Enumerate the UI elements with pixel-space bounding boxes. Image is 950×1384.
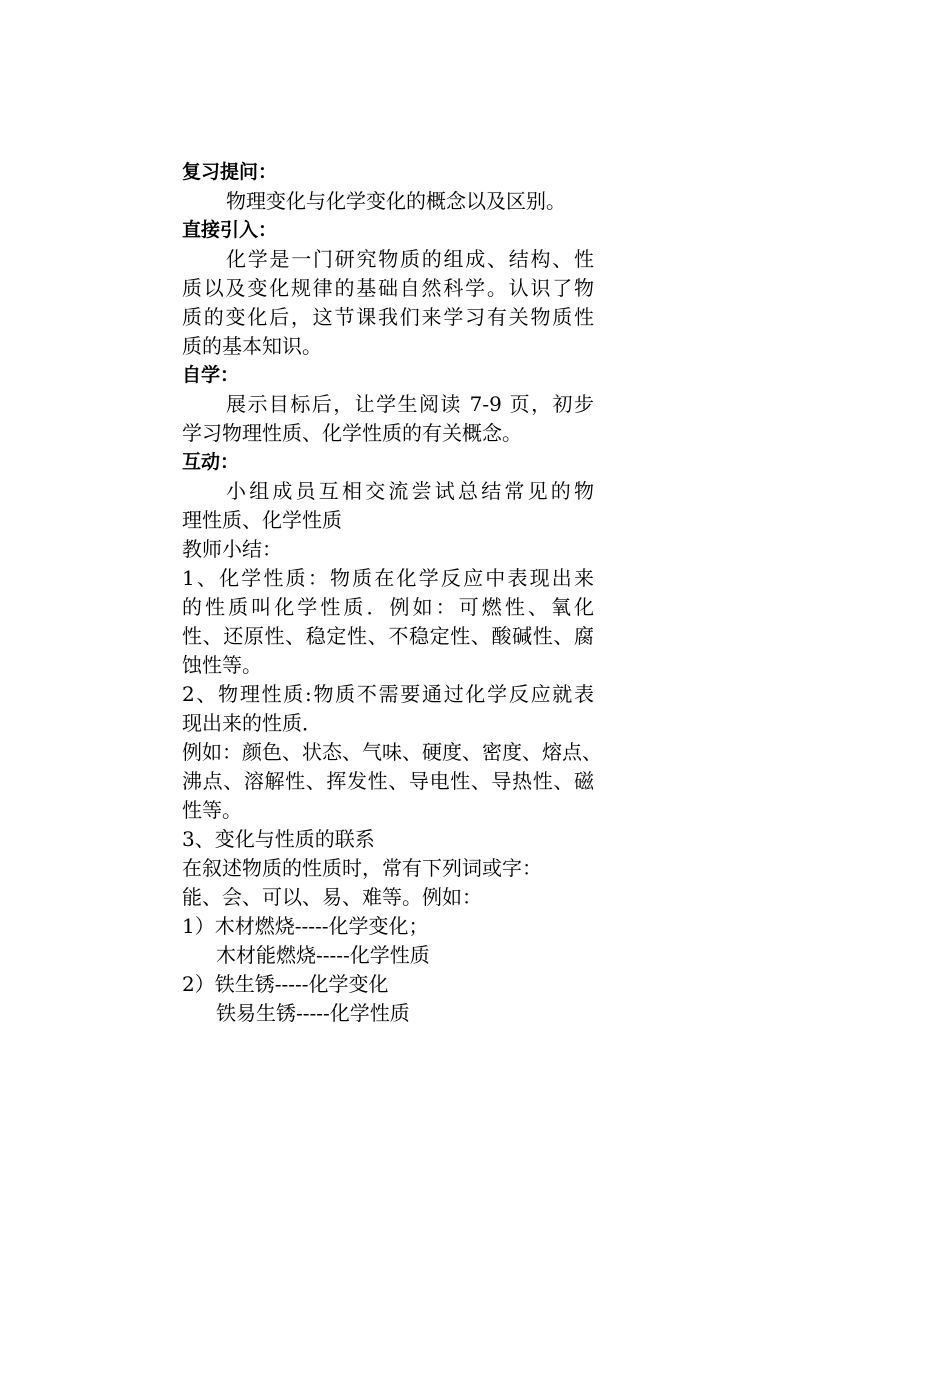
interaction-heading: 互动： xyxy=(182,451,240,473)
example-item: 2）铁生锈-----化学变化 xyxy=(182,972,389,996)
intro-line: 质的基本知识。 xyxy=(182,334,322,358)
physical-example-line: 沸点、溶解性、挥发性、导电性、导热性、磁 xyxy=(182,769,594,793)
relation-line: 3、变化与性质的联系 xyxy=(182,827,375,851)
intro-heading: 直接引入： xyxy=(182,219,278,241)
physical-example-line: 例如：颜色、状态、气味、硬度、密度、熔点、 xyxy=(182,740,602,764)
document-page xyxy=(182,158,602,1028)
physical-property-line: 2、物理性质:物质不需要通过化学反应就表 xyxy=(182,682,594,706)
relation-line: 在叙述物质的性质时，常有下列词或字： xyxy=(182,856,542,880)
physical-property-line: 现出来的性质． xyxy=(182,711,322,735)
example-item: 铁易生锈-----化学性质 xyxy=(216,1001,410,1025)
chemical-property-line: 的性质叫化学性质．例如：可燃性、氧化 xyxy=(182,595,594,619)
selfstudy-heading: 自学： xyxy=(182,364,240,386)
example-item: 木材能燃烧-----化学性质 xyxy=(216,943,430,967)
interaction-line: 理性质、化学性质 xyxy=(182,508,342,532)
intro-line: 化学是一门研究物质的组成、结构、性 xyxy=(226,247,594,271)
chemical-property-line: 蚀性等。 xyxy=(182,653,262,677)
review-line: 物理变化与化学变化的概念以及区别。 xyxy=(226,189,566,213)
selfstudy-line: 学习物理性质、化学性质的有关概念。 xyxy=(182,421,522,445)
selfstudy-line: 展示目标后，让学生阅读 7-9 页，初步 xyxy=(226,392,594,416)
summary-title: 教师小结： xyxy=(182,537,282,561)
relation-line: 能、会、可以、易、难等。例如： xyxy=(182,885,482,909)
interaction-line: 小组成员互相交流尝试总结常见的物 xyxy=(226,479,594,503)
chemical-property-line: 性、还原性、稳定性、不稳定性、酸碱性、腐 xyxy=(182,624,594,648)
chemical-property-line: 1、化学性质：物质在化学反应中表现出来 xyxy=(182,566,594,590)
example-item: 1）木材燃烧-----化学变化； xyxy=(182,914,429,938)
intro-line: 质的变化后，这节课我们来学习有关物质性 xyxy=(182,305,594,329)
intro-line: 质以及变化规律的基础自然科学。认识了物 xyxy=(182,276,594,300)
physical-example-line: 性等。 xyxy=(182,798,242,822)
review-heading: 复习提问： xyxy=(182,161,278,183)
